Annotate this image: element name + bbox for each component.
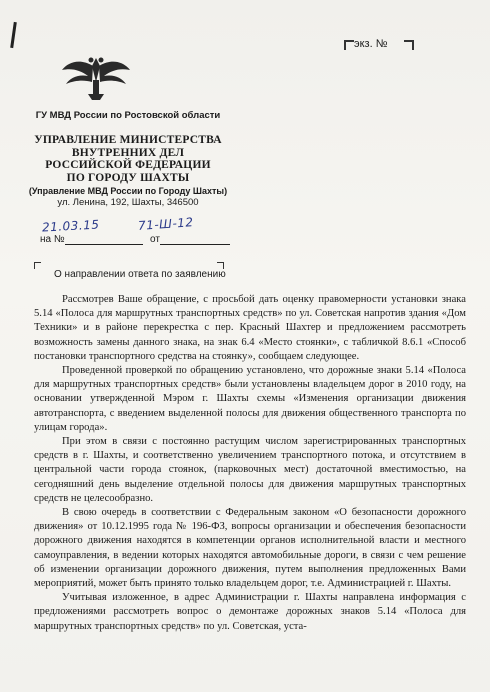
handwritten-number: 71-Ш-12 — [137, 215, 194, 233]
body-paragraph: Учитывая изложенное, в адрес Администрации г. Шахты направлена информация с предложениями рассмотреть вопрос о демонтаже дорожных знаков 5.14 «Полоса для маршрутных транспортных средств» по ул. Советская, уста- — [34, 592, 466, 632]
organization-letterhead — [28, 110, 228, 209]
organization-name-line-3: РОССИЙСКОЙ ФЕДЕРАЦИИ — [45, 159, 211, 171]
copy-number-label: экз. № — [354, 38, 388, 50]
organization-name-line-2: ВНУТРЕННИХ ДЕЛ — [71, 146, 185, 159]
body-paragraph: Проведенной проверкой по обращению установлено, что дорожные знаки 5.14 «Полоса для маршрутных транспортных средств» были установлены владельцем дорог в 2010 году, на основании утвержденной Мэром г. Шахты схемы «Изменения организации движения автотранспорта, с введением выделенной полосы для движения общественного транспорта по улицам города». — [34, 365, 466, 433]
parent-organization: ГУ МВД России по Ростовской области — [35, 110, 221, 121]
letter-subject: О направлении ответа по заявлению — [54, 269, 226, 280]
organization-name-line-1: УПРАВЛЕНИЕ МИНИСТЕРСТВА — [34, 134, 222, 146]
copy-bracket-left — [344, 40, 354, 50]
reference-number-field — [40, 234, 143, 245]
organization-address: ул. Ленина, 192, Шахты, 346500 — [57, 197, 199, 208]
organization-name-line-4: ПО ГОРОДУ ШАХТЫ — [66, 171, 190, 184]
reference-date-field — [150, 234, 230, 245]
body-paragraph: При этом в связи с постоянно растущим числом зарегистрированных транспортных средств в г. Шахты, и соответственно увеличением транспортного потока, и отсутствием в центральной части города стоянок, (парковочных мест) достаточной вместимостью, на сегодняшний день выделение отдельной полосы для движения маршрутных транспортных средств не целесообразно. — [34, 436, 466, 504]
reference-date-label: от — [150, 234, 160, 245]
corner-mark — [10, 22, 17, 48]
body-paragraph: Рассмотрев Ваше обращение, с просьбой дать оценку правомерности установки знака 5.14 «Полоса для маршрутных транспортных средств» по ул. Советская напротив здания «Дом Техники» и в районе перекрестка с пер. Красный Шахтер и предложением рассмотреть возможность замены данного знака, на знак 6.4 «Место стоянки», с табличкой 8.6.1 «Способ постановки транспортного средства на стоянку», сообщаем следующее. — [34, 294, 466, 362]
reference-number-label: на № — [40, 234, 65, 245]
letter-body — [34, 293, 466, 634]
copy-bracket-right — [404, 40, 414, 50]
eagle-emblem-icon — [60, 52, 132, 104]
organization-short-name: (Управление МВД России по Городу Шахты) — [28, 186, 228, 196]
handwritten-date: 21.03.15 — [41, 217, 100, 235]
body-paragraph: В свою очередь в соответствии с Федеральным законом «О безопасности дорожного движения» от 10.12.1995 года № 196-ФЗ, вопросы организации и обеспечения безопасности дорожного движения находятся в компетенции органов исполнительной власти и местного самоуправления, в ведении которых находятся автомобильные дороги, в связи с чем решение об изменении организации дорожного движения, путем выполнения предложенных Вами мероприятий, может быть принято только владельцем дорог, т.е. Администрацией г. Шахты. — [34, 507, 466, 590]
